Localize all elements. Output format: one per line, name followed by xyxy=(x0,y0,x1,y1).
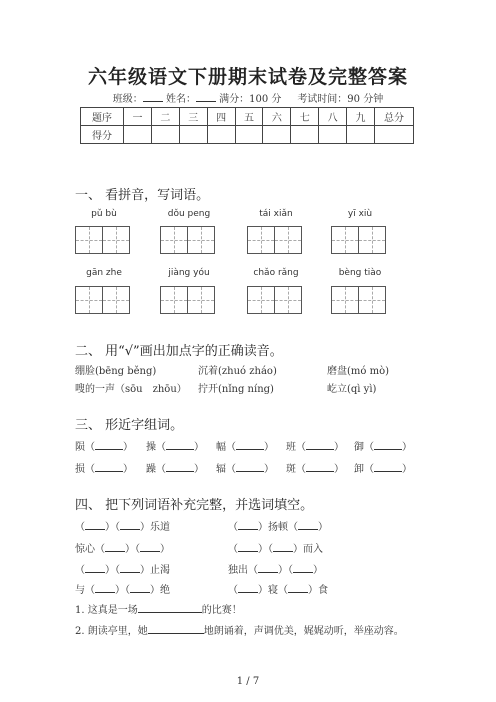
char-item: 辐（ ） xyxy=(216,464,274,475)
writing-cell[interactable] xyxy=(274,286,302,314)
answer-blank[interactable] xyxy=(288,583,308,593)
answer-blank[interactable] xyxy=(85,563,105,573)
section4-heading: 四、 把下列词语补充完整，并选词填空。 xyxy=(75,498,314,513)
score-header-cell: 八 xyxy=(319,108,347,126)
char-item: 幅（ ） xyxy=(216,442,274,453)
tianzige-pair xyxy=(160,286,215,314)
answer-blank[interactable] xyxy=(374,462,402,472)
answer-blank[interactable] xyxy=(306,440,334,450)
score-cell[interactable] xyxy=(263,126,291,144)
char-item: 班（ ） xyxy=(286,442,344,453)
char-item: 卸（ ） xyxy=(354,464,412,475)
pinyin-label: bèng tiào xyxy=(338,268,382,278)
score-cell[interactable] xyxy=(347,126,375,144)
answer-blank[interactable] xyxy=(130,583,150,593)
tianzige-pair xyxy=(247,226,302,254)
answer-blank[interactable] xyxy=(85,520,105,530)
char: 卸 xyxy=(354,464,364,475)
char: 御 xyxy=(354,442,364,453)
writing-cell[interactable] xyxy=(187,226,215,254)
char: 躁 xyxy=(146,464,156,475)
answer-blank[interactable] xyxy=(95,462,123,472)
reading-item[interactable]: 拧开(nǐng níng) xyxy=(198,384,274,395)
pinyin-label: yī xiù xyxy=(347,209,373,219)
char: 损 xyxy=(75,464,85,475)
score-table-score-row xyxy=(81,126,414,144)
idiom-item: （ ）寝（ ）食 xyxy=(228,585,328,596)
answer-blank[interactable] xyxy=(238,542,258,552)
answer-blank[interactable] xyxy=(95,583,115,593)
score-table xyxy=(80,107,414,144)
answer-blank[interactable] xyxy=(238,583,258,593)
char-item: 躁（ ） xyxy=(146,464,204,475)
idiom-text: 食 xyxy=(318,585,328,596)
section2-heading: 二、 用“√”画出加点字的正确读音。 xyxy=(75,344,283,359)
score-header-cell: 题序 xyxy=(81,108,124,126)
page-number: 1 / 7 xyxy=(236,676,260,687)
answer-blank[interactable] xyxy=(273,542,293,552)
score-cell[interactable] xyxy=(375,126,414,144)
answer-blank[interactable] xyxy=(105,542,125,552)
score-cell[interactable] xyxy=(291,126,319,144)
char: 陨 xyxy=(75,442,85,453)
score-cell[interactable] xyxy=(235,126,263,144)
answer-blank[interactable] xyxy=(238,520,258,530)
score-header-cell: 七 xyxy=(291,108,319,126)
answer-blank[interactable] xyxy=(95,440,123,450)
reading-item[interactable]: 沉着(zhuó zháo) xyxy=(198,366,277,377)
answer-blank[interactable] xyxy=(120,520,140,530)
char-item: 御（ ） xyxy=(354,442,412,453)
writing-cell[interactable] xyxy=(187,286,215,314)
score-header-cell: 一 xyxy=(124,108,152,126)
idiom-text: 惊心 xyxy=(75,544,95,555)
exam-time-label: 考试时间：90 分钟 xyxy=(297,94,384,105)
writing-cell[interactable] xyxy=(160,286,188,314)
tianzige-pair xyxy=(247,286,302,314)
score-header-cell: 九 xyxy=(347,108,375,126)
idiom-text: 扬顿 xyxy=(268,522,288,533)
score-table-header-row xyxy=(81,108,414,126)
reading-item[interactable]: 绷脸(bēng běng) xyxy=(75,366,157,377)
score-cell[interactable] xyxy=(151,126,179,144)
name-label: 姓名： xyxy=(165,94,196,105)
exam-info-line xyxy=(0,90,496,105)
writing-cell[interactable] xyxy=(358,226,386,254)
pinyin-label: gān zhe xyxy=(86,268,122,278)
page-title: 六年级语文下册期末试卷及完整答案 xyxy=(87,66,408,88)
idiom-text: 寝 xyxy=(268,585,278,596)
writing-cell[interactable] xyxy=(331,226,359,254)
pinyin-label: chǎo rǎng xyxy=(253,268,299,278)
question-text: 的比赛！ xyxy=(201,605,242,616)
tianzige-pair xyxy=(331,226,386,254)
question-text: 1. 这真是一场 xyxy=(75,605,138,616)
char: 幅 xyxy=(216,442,226,453)
section1-heading: 一、 看拼音，写词语。 xyxy=(75,188,210,203)
idiom-item: （ ）（ ）乐道 xyxy=(75,522,170,533)
score-cell[interactable] xyxy=(207,126,235,144)
pinyin-label: tái xiǎn xyxy=(259,209,293,219)
score-header-cell: 总分 xyxy=(375,108,414,126)
idiom-item: （ ）（ ）而入 xyxy=(228,544,323,555)
pinyin-label: jiàng yóu xyxy=(168,268,210,278)
char-item: 操（ ） xyxy=(146,442,204,453)
tianzige-pair xyxy=(160,226,215,254)
answer-blank[interactable] xyxy=(120,563,140,573)
tianzige-pair xyxy=(75,286,130,314)
answer-blank[interactable] xyxy=(306,462,334,472)
writing-cell[interactable] xyxy=(274,226,302,254)
writing-cell[interactable] xyxy=(102,226,130,254)
class-blank[interactable] xyxy=(143,92,163,102)
idiom-item: （ ）（ ）止渴 xyxy=(75,565,170,576)
answer-blank[interactable] xyxy=(258,563,278,573)
tianzige-pair xyxy=(331,286,386,314)
writing-cell[interactable] xyxy=(102,286,130,314)
idiom-item: 与（ ）（ ）绝 xyxy=(75,585,170,596)
writing-cell[interactable] xyxy=(247,286,275,314)
reading-item[interactable]: 磨盘(mó mò) xyxy=(327,366,389,377)
answer-blank[interactable] xyxy=(236,462,264,472)
score-header-cell: 二 xyxy=(151,108,179,126)
answer-blank[interactable] xyxy=(166,462,194,472)
char-item: 损（ ） xyxy=(75,464,133,475)
reading-item[interactable]: 屹立(qì yì) xyxy=(327,384,377,395)
pinyin-label: pǔ bù xyxy=(91,209,117,219)
answer-blank[interactable] xyxy=(138,603,202,613)
answer-blank[interactable] xyxy=(374,440,402,450)
class-label: 班级： xyxy=(112,94,143,105)
idiom-item: 惊心（ ）（ ） xyxy=(75,544,170,555)
name-blank[interactable] xyxy=(196,92,216,102)
score-cell[interactable] xyxy=(179,126,207,144)
score-cell[interactable] xyxy=(124,126,152,144)
fill-question-1 xyxy=(75,601,242,616)
tianzige-pair xyxy=(75,226,130,254)
reading-item[interactable]: 嗖的一声（sōu zhōu） xyxy=(75,384,187,395)
idiom-item: （ ）扬顿（ ） xyxy=(228,522,328,533)
writing-cell[interactable] xyxy=(331,286,359,314)
score-header-cell: 四 xyxy=(207,108,235,126)
question-text: 2. 朗读亭里，她 xyxy=(75,626,148,637)
answer-blank[interactable] xyxy=(236,440,264,450)
pinyin-label: dǒu peng xyxy=(167,209,211,219)
fill-question-2 xyxy=(75,622,404,637)
full-score-label: 满分：100 分 xyxy=(219,94,282,105)
score-cell[interactable] xyxy=(319,126,347,144)
char-item: 陨（ ） xyxy=(75,442,133,453)
char: 辐 xyxy=(216,464,226,475)
char: 班 xyxy=(286,442,296,453)
answer-blank[interactable] xyxy=(293,563,313,573)
answer-blank[interactable] xyxy=(140,542,160,552)
idiom-text: 乐道 xyxy=(150,522,170,533)
writing-cell[interactable] xyxy=(75,226,103,254)
idiom-text: 绝 xyxy=(160,585,170,596)
score-header-cell: 三 xyxy=(179,108,207,126)
char: 操 xyxy=(146,442,156,453)
score-header-cell: 六 xyxy=(263,108,291,126)
char-item: 斑（ ） xyxy=(286,464,344,475)
idiom-item: 独出（ ）（ ） xyxy=(228,565,323,576)
score-header-cell: 五 xyxy=(235,108,263,126)
writing-cell[interactable] xyxy=(160,226,188,254)
char: 斑 xyxy=(286,464,296,475)
section3-heading: 三、 形近字组词。 xyxy=(75,418,184,433)
answer-blank[interactable] xyxy=(298,520,318,530)
question-text: 地朗诵着，声调优美，娓娓动听，举座动容。 xyxy=(203,626,404,637)
writing-cell[interactable] xyxy=(358,286,386,314)
idiom-text: 止渴 xyxy=(150,565,170,576)
writing-cell[interactable] xyxy=(247,226,275,254)
answer-blank[interactable] xyxy=(148,624,204,634)
idiom-text: 与 xyxy=(75,585,85,596)
writing-cell[interactable] xyxy=(75,286,103,314)
score-row-label: 得分 xyxy=(81,126,124,144)
answer-blank[interactable] xyxy=(166,440,194,450)
idiom-text: 独出 xyxy=(228,565,248,576)
idiom-text: 而入 xyxy=(303,544,323,555)
